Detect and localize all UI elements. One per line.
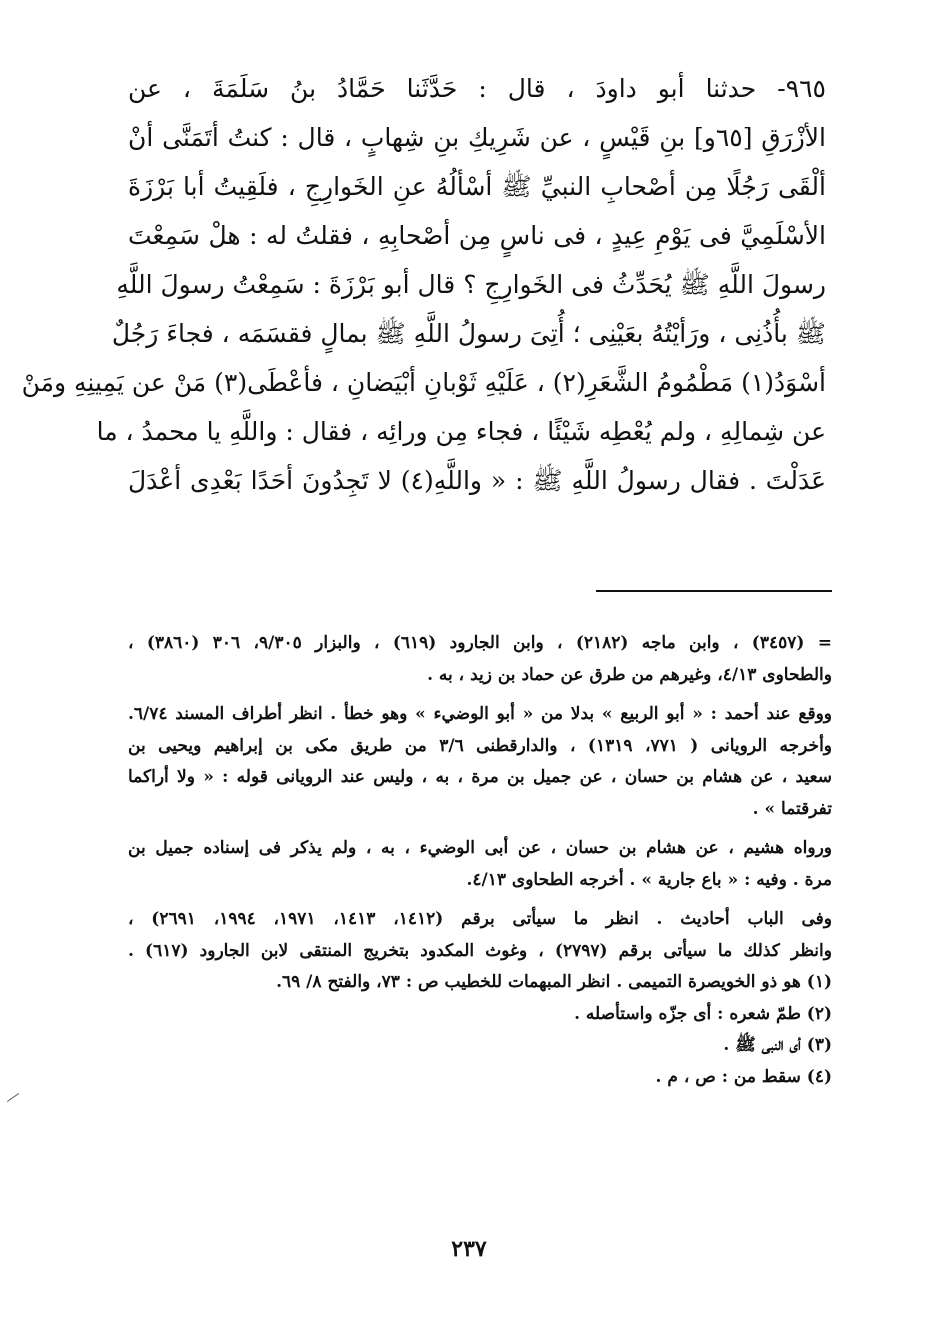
hadith-text	[21, 64, 826, 505]
footnote-note: (٢) طمّ شعره : أى جزّه واستأصله .	[574, 1003, 832, 1024]
footnote-line: وأخرجه الرويانى ( ٧٧١، ١٣١٩) ، والدارقطنى ٣/٦ من طريق مكى بن إبراهيم ويحيى بن	[128, 735, 832, 756]
hadith-line: ﷺ بأُذُنِى ، ورَأيْتُهُ بعَيْنِى ؛ أُتِىَ رسولُ اللَّهِ ﷺ بمالٍ فقسَمَه ، فجاءَ رَجُلٌ	[111, 319, 826, 348]
footnote-block	[128, 904, 832, 1093]
page-number: ٢٣٧	[451, 1236, 487, 1262]
hadith-line: رسولَ اللَّهِ ﷺ يُحَدِّثُ فى الخَوارِجِ ؟ قال أبو بَرْزَةَ : سَمِعْتُ رسولَ اللَّهِ	[116, 270, 826, 299]
footnote-note: (١) هو ذو الخويصرة التميمى . انظر المبهمات للخطيب ص : ٧٣، والفتح ٨/ ٦٩.	[276, 972, 832, 992]
footnote-note: (٤) سقط من : ص ، م .	[655, 1066, 832, 1087]
footnote-line: ورواه هشيم ، عن هشام بن حسان ، عن أبى الوضيء ، به ، ولم يذكر فى إسناده جميل بن	[128, 838, 832, 858]
margin-mark	[7, 1093, 19, 1102]
footnote-line: والطحاوى ٤/١٣، وغيرهم من طرق عن حماد بن زيد ، به .	[427, 664, 832, 685]
footnote-line: ووقع عند أحمد : « أبو الربيع » بدلا من « أبو الوضيء » وهو خطأ . انظر أطراف المسند ٦/٧٤.	[128, 704, 832, 724]
hadith-line: الأسْلَمِيَّ فى يَوْمِ عِيدٍ ، فى ناسٍ مِن أصْحابِهِ ، فقلتُ له : هلْ سَمِعْتَ	[128, 221, 826, 250]
footnote-block	[128, 699, 832, 731]
footnote-note: (٣) أى النبى ﷺ .	[723, 1035, 832, 1055]
hadith-line: عن شِمالِهِ ، ولم يُعْطِه شَيْئًا ، فجاء مِن ورائِه ، فقال : واللَّهِ يا محمدُ ، ما	[96, 417, 826, 446]
footnote-line: مرة . وفيه : « باع جارية » . أخرجه الطحاوى ٤/١٣.	[466, 869, 832, 890]
hadith-line: الأزْرَقِ [٦٥و] بنِ قَيْسٍ ، عن شَرِيكِ بنِ شِهابٍ ، قال : كنتُ أتَمَنَّى أنْ	[128, 123, 826, 152]
hadith-line: ٩٦٥- حدثنا أبو داودَ ، قال : حَدَّثَنا حَمَّادُ بنُ سَلَمَةَ ، عن	[128, 74, 826, 103]
hadith-line: ألْقَى رَجُلًا مِن أصْحابِ النبيِّ ﷺ أسْألُهُ عنِ الخَوارِجِ ، فلَقِيتُ أبا بَرْزَةَ	[128, 172, 826, 201]
footnote-line: وانظر كذلك ما سيأتى برقم (٢٧٩٧) ، وغوث المكدود بتخريج المنتقى لابن الجارود (٦١٧) .	[128, 940, 832, 961]
footnote-line: وفى الباب أحاديث . انظر ما سيأتى برقم (١٤١٢، ١٤١٣، ١٩٧١، ١٩٩٤، ٢٦٩١) ،	[128, 909, 833, 929]
footnote-block	[128, 833, 832, 896]
footnotes	[128, 628, 832, 1093]
footnote-line: = (٣٤٥٧) ، وابن ماجه (٢١٨٢) ، وابن الجارود (٦١٩) ، والبزار ٩/٣٠٥، ٣٠٦ (٣٨٦٠) ،	[128, 633, 833, 653]
footnote-block	[128, 628, 832, 691]
footnote-separator	[596, 590, 832, 592]
footnote-line: تفرقتما » .	[752, 798, 832, 819]
hadith-line: أسْوَدُ(١) مَطْمُومُ الشَّعَرِ(٢) ، عَلَيْهِ ثَوْبانِ أبْيَضانِ ، فأعْطَى(٣) مَنْ عن يَمِينِهِ ومَنْ	[21, 368, 826, 397]
hadith-line: عَدَلْتَ . فقال رسولُ اللَّهِ ﷺ : « واللَّهِ(٤) لا تَجِدُونَ أحَدًا بَعْدِى أعْدَلَ	[128, 466, 826, 495]
footnote-line: سعيد ، عن هشام بن حسان ، عن جميل بن مرة ، به ، وليس عند الرويانى قوله : « ولا أراكما	[128, 767, 832, 787]
footnote-block	[128, 731, 832, 826]
